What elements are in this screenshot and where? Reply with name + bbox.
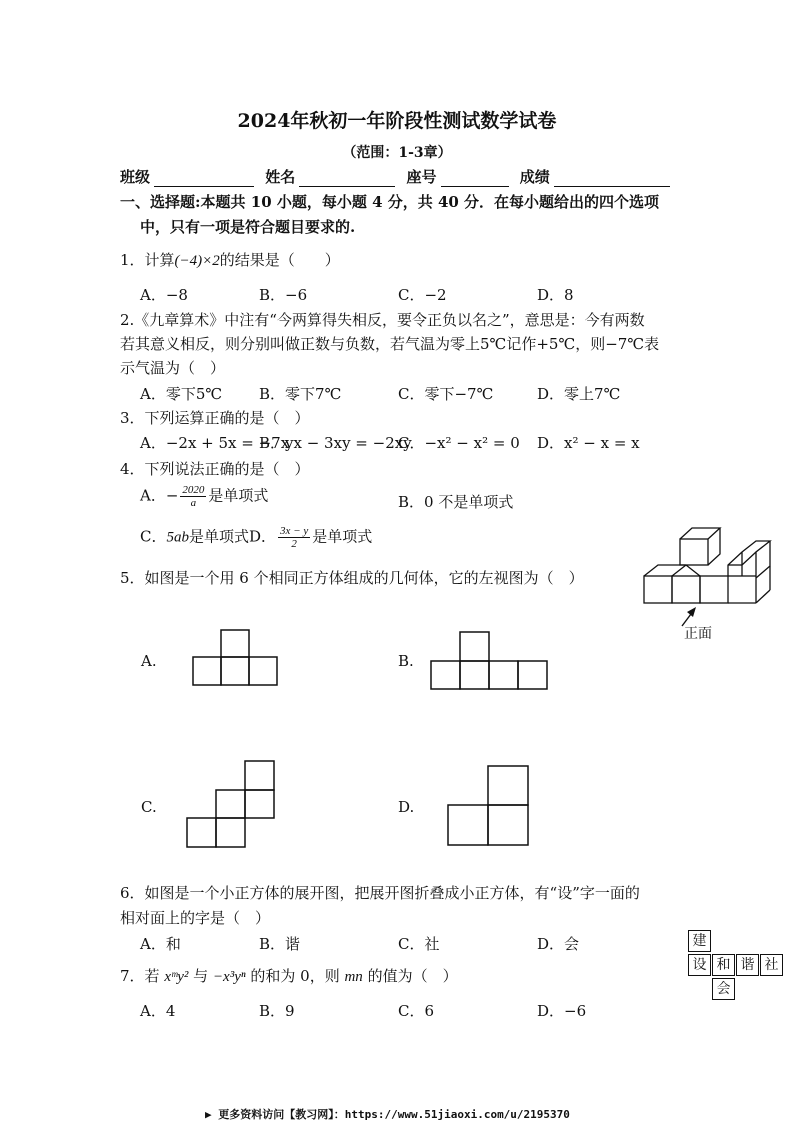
question-3-stem: 3．下列运算正确的是（ ） [120, 409, 310, 427]
net-face-she2: 社 [760, 954, 783, 976]
q3-option-c: C．−x² − x² = 0 [398, 434, 520, 452]
q7-mn: mn [344, 969, 363, 985]
score-label: 成绩 [519, 168, 550, 186]
seat-blank [441, 170, 509, 187]
q7-option-a: A．4 [140, 1002, 176, 1020]
q3-option-a: A．−2x + 5x = −7x [140, 434, 290, 452]
q7-option-d: D．−6 [537, 1002, 587, 1020]
q6-option-d: D．会 [537, 935, 580, 953]
q1-option-c: C．−2 [398, 286, 447, 304]
q5-option-c-figure [186, 760, 278, 850]
name-label: 姓名 [265, 168, 296, 186]
q5-option-b-figure [430, 631, 550, 691]
question-6-line2: 相对面上的字是（ ） [120, 909, 271, 927]
q2-option-a: A．零下5℃ [140, 385, 223, 403]
net-face-she: 设 [688, 954, 711, 976]
q1-prefix: 1．计算 [120, 251, 175, 269]
question-1-stem [120, 249, 340, 270]
class-label: 班级 [120, 168, 151, 186]
q4-option-a [140, 484, 268, 509]
question-6-line1: 6．如图是一个小正方体的展开图，把展开图折叠成小正方体，有“设”字一面的 [120, 884, 640, 902]
q5-option-b-label: B. [398, 652, 414, 670]
question-4-stem: 4．下列说法正确的是（ ） [120, 460, 310, 478]
net-face-he: 和 [712, 954, 735, 976]
q1-option-a: A．−8 [140, 286, 188, 304]
q7-term2: −x³yⁿ [212, 969, 246, 985]
q4-d-text: 是单项式 [312, 527, 373, 546]
net-face-jian: 建 [688, 930, 711, 952]
q3-option-d: D．x² − x = x [537, 434, 640, 452]
student-info-row [120, 166, 676, 187]
q3-option-b: B．yx − 3xy = −2xy [259, 434, 412, 452]
name-blank [299, 170, 395, 187]
q5-option-c-label: C. [141, 798, 157, 816]
section-heading-line1: 一、选择题:本题共 10 小题，每小题 4 分，共 40 分．在每小题给出的四个选项 [120, 193, 660, 211]
q6-option-c: C．社 [398, 935, 440, 953]
section-heading-line2: 中，只有一项是符合题目要求的. [140, 218, 356, 236]
q5-option-a-figure [192, 629, 282, 687]
q7-option-b: B．9 [259, 1002, 295, 1020]
cube-net-figure [688, 930, 786, 1002]
q5-option-a-label: A. [141, 652, 157, 670]
q4-a-label: A．− [140, 486, 179, 505]
q2-option-c: C．零下−7℃ [398, 385, 494, 403]
q7-term1: xᵐy² [164, 969, 189, 985]
q2-option-d: D．零上7℃ [537, 385, 621, 403]
cube-solid-figure [640, 528, 790, 648]
front-view-label: 正面 [684, 626, 712, 642]
q4-c-expression: 5ab [166, 529, 189, 546]
q4-d-label: D． [249, 527, 277, 546]
q7-prefix: 7．若 [120, 967, 165, 985]
net-face-hui: 会 [712, 978, 735, 1000]
q4-a-fraction [180, 484, 206, 509]
q1-option-b: B．−6 [259, 286, 308, 304]
q4-d-numerator: 3x − y [280, 525, 309, 537]
page-title: 2024年秋初一年阶段性测试数学试卷 [237, 110, 557, 132]
q4-option-b: B．0 不是单项式 [398, 493, 514, 511]
q4-d-denominator: 2 [291, 538, 297, 550]
class-blank [154, 170, 254, 187]
question-2-line1: 2.《九章算术》中注有“今两算得失相反，要令正负以名之”，意思是：今有两数 [120, 311, 645, 329]
q4-c-label: C． [140, 527, 167, 546]
question-2-line3: 示气温为（ ） [120, 359, 226, 377]
q1-option-d: D．8 [537, 286, 574, 304]
q7-suffix2: 的值为（ ） [362, 967, 458, 985]
q4-option-c [140, 525, 372, 550]
seat-label: 座号 [406, 168, 437, 186]
q4-a-denominator: a [190, 497, 197, 509]
score-blank [554, 170, 670, 187]
q5-option-d-label: D. [398, 798, 415, 816]
q5-option-d-figure [447, 765, 531, 847]
q6-option-a: A．和 [140, 935, 181, 953]
q4-a-text: 是单项式 [208, 486, 269, 505]
net-face-xie: 谐 [736, 954, 759, 976]
q4-c-text: 是单项式 [188, 527, 249, 546]
question-7-stem [120, 965, 458, 986]
q1-suffix: 的结果是（ ） [219, 251, 340, 269]
q7-mid: 与 [188, 967, 213, 985]
question-2-line2: 若其意义相反，则分别叫做正数与负数，若气温为零上5℃记作+5℃，则−7℃表 [120, 335, 660, 353]
footer-link[interactable]: ▶ 更多资料访问【教习网】：https://www.51jiaoxi.com/u/2195370 [205, 1108, 570, 1121]
q7-option-c: C．6 [398, 1002, 435, 1020]
question-5-stem: 5．如图是一个用 6 个相同正方体组成的几何体，它的左视图为（ ） [120, 569, 584, 587]
q4-d-fraction [278, 525, 310, 550]
q7-suffix1: 的和为 0，则 [245, 967, 345, 985]
q1-expression: (−4)×2 [174, 253, 220, 269]
q2-option-b: B．零下7℃ [259, 385, 342, 403]
q6-option-b: B．谐 [259, 935, 301, 953]
page-subtitle: （范围：1-3章） [342, 145, 452, 161]
q4-a-numerator: 2020 [182, 484, 205, 496]
